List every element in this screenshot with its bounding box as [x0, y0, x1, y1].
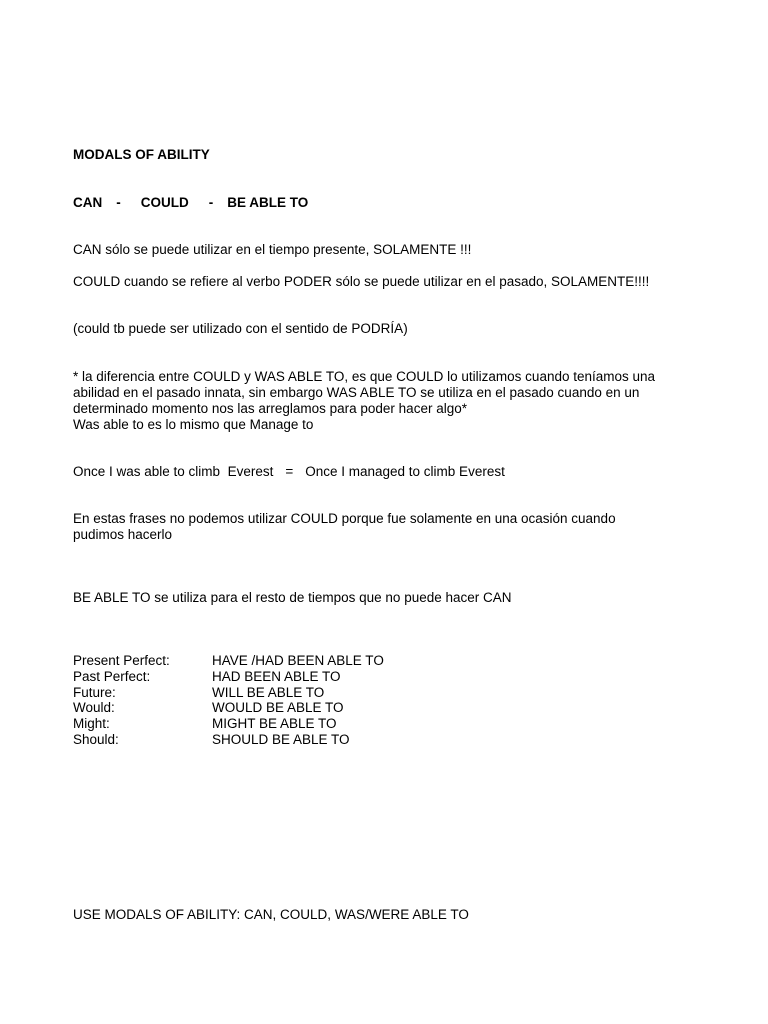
tense-value: WILL BE ABLE TO [212, 684, 325, 700]
paragraph-line: abilidad en el pasado innata, sin embargo WAS ABLE TO se utiliza en el pasado cuando en un [73, 385, 640, 400]
tense-label: Present Perfect: [73, 653, 170, 668]
example-right: Once I managed to climb Everest [305, 464, 505, 479]
tense-forms-table [73, 653, 384, 748]
document-title: MODALS OF ABILITY [73, 147, 210, 162]
tense-label: Future: [73, 684, 116, 700]
tense-value: HAD BEEN ABLE TO [212, 668, 341, 684]
heading-separator: - [116, 195, 121, 210]
paragraph-line: Was able to es lo mismo que Manage to [73, 417, 314, 432]
paragraph-line: pudimos hacerlo [73, 527, 173, 542]
could-rule-text: COULD cuando se refiere al verbo PODER sólo se puede utilizar en el pasado, SOLAMENTE!!!! [73, 274, 650, 289]
tense-value: SHOULD BE ABLE TO [212, 731, 350, 747]
heading-separator: - [208, 195, 214, 210]
paragraph-line: * la diferencia entre COULD y WAS ABLE TO, es que COULD lo utilizamos cuando teníamos una [73, 369, 656, 384]
tense-value: HAVE /HAD BEEN ABLE TO [212, 653, 384, 668]
tense-form-row [73, 669, 384, 685]
tense-form-row [73, 732, 384, 748]
equals-sign: = [285, 464, 294, 479]
be-able-to-rule-text: BE ABLE TO se utiliza para el resto de tiempos que no puede hacer CAN [73, 590, 512, 605]
tense-value: WOULD BE ABLE TO [212, 700, 344, 716]
paragraph-line: En estas frases no podemos utilizar COULD porque fue solamente en una ocasión cuando [73, 511, 616, 526]
could-podria-note: (could tb puede ser utilizado con el sentido de PODRÍA) [73, 321, 408, 336]
tense-label: Past Perfect: [73, 668, 151, 684]
tense-form-row [73, 653, 384, 669]
exercise-heading: USE MODALS OF ABILITY: CAN, COULD, WAS/WERE ABLE TO [73, 907, 469, 922]
modal-can: CAN [73, 195, 103, 210]
example-sentence [73, 464, 505, 480]
example-left: Once I was able to climb Everest [73, 464, 274, 479]
modal-be-able-to: BE ABLE TO [227, 195, 309, 210]
tense-label: Might: [73, 716, 110, 732]
tense-label: Should: [73, 731, 119, 747]
tense-form-row [73, 716, 384, 732]
tense-label: Would: [73, 700, 115, 716]
tense-value: MIGHT BE ABLE TO [212, 716, 337, 732]
can-rule-text: CAN sólo se puede utilizar en el tiempo presente, SOLAMENTE !!! [73, 242, 472, 257]
modals-heading [73, 195, 308, 211]
could-restriction-paragraph [73, 511, 616, 543]
paragraph-line: determinado momento nos las arreglamos para poder hacer algo* [73, 401, 467, 416]
tense-form-row [73, 700, 384, 716]
difference-paragraph [73, 369, 655, 433]
modal-could: COULD [140, 195, 189, 210]
tense-form-row [73, 685, 384, 701]
